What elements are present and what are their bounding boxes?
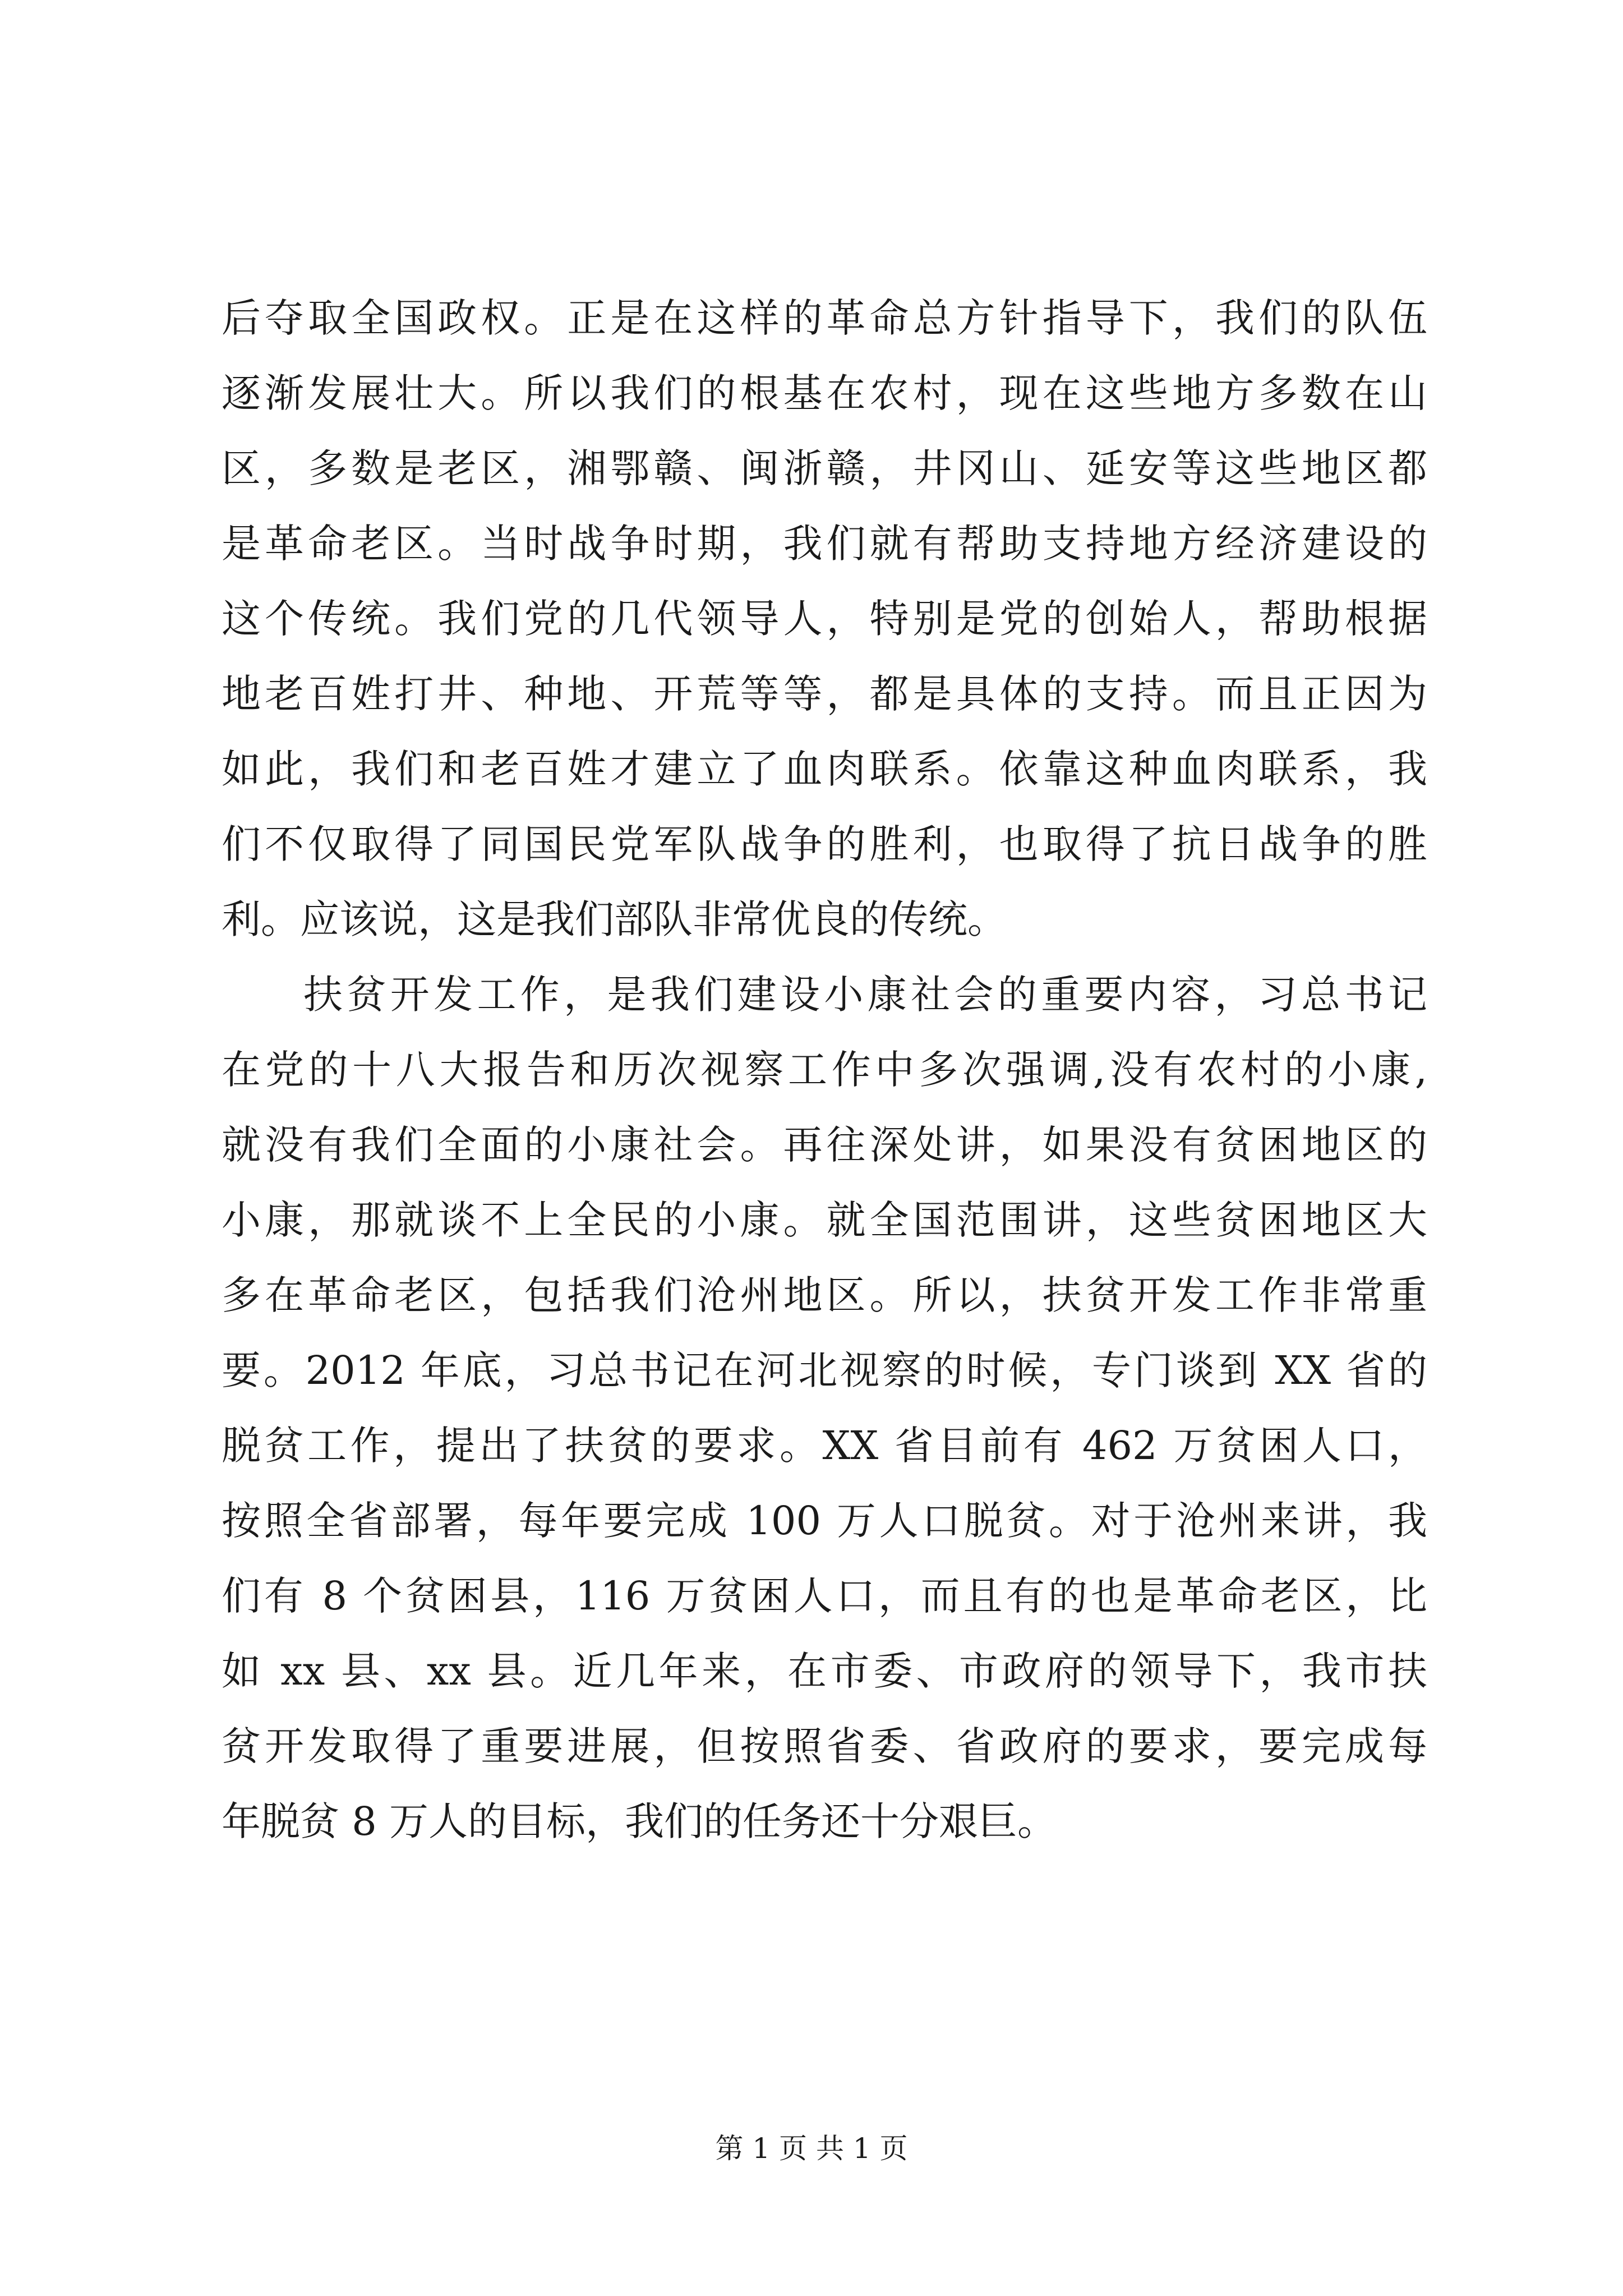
text-line: 区，多数是老区，湘鄂赣、闽浙赣，井冈山、延安等这些地区都 [222,445,1427,491]
text-line: 贫开发取得了重要进展，但按照省委、省政府的要求，要完成每 [222,1723,1427,1769]
text-line: 后夺取全国政权。正是在这样的革命总方针指导下，我们的队伍 [222,295,1427,341]
text-line: 年脱贫 8 万人的目标，我们的任务还十分艰巨。 [222,1798,1057,1844]
text-line: 地老百姓打井、种地、开荒等等，都是具体的支持。而且正因为 [222,671,1427,717]
text-line: 按照全省部署，每年要完成 100 万人口脱贫。对于沧州来讲，我 [222,1498,1427,1544]
text-line: 脱贫工作，提出了扶贫的要求。XX 省目前有 462 万贫困人口， [222,1423,1427,1469]
document-body [222,280,1427,1859]
text-line: 们有 8 个贫困县，116 万贫困人口，而且有的也是革命老区，比 [222,1573,1427,1619]
text-line: 在党的十八大报告和历次视察工作中多次强调,没有农村的小康, [222,1047,1427,1093]
text-line: 就没有我们全面的小康社会。再往深处讲，如果没有贫困地区的 [222,1122,1427,1168]
text-line: 是革命老区。当时战争时期，我们就有帮助支持地方经济建设的 [222,521,1427,567]
text-line: 这个传统。我们党的几代领导人，特别是党的创始人，帮助根据 [222,596,1427,642]
text-line: 多在革命老区，包括我们沧州地区。所以，扶贫开发工作非常重 [222,1272,1427,1318]
text-line: 要。2012 年底，习总书记在河北视察的时候，专门谈到 XX 省的 [222,1347,1427,1393]
paragraph-2 [222,957,1427,1859]
text-line: 扶贫开发工作，是我们建设小康社会的重要内容，习总书记 [303,972,1427,1018]
text-line: 如 xx 县、xx 县。近几年来，在市委、市政府的领导下，我市扶 [222,1648,1427,1694]
text-line: 小康，那就谈不上全民的小康。就全国范围讲，这些贫困地区大 [222,1197,1427,1243]
text-line: 们不仅取得了同国民党军队战争的胜利，也取得了抗日战争的胜 [222,821,1427,867]
text-line: 逐渐发展壮大。所以我们的根基在农村，现在这些地方多数在山 [222,370,1427,416]
text-line: 利。应该说，这是我们部队非常优良的传统。 [222,896,1007,942]
paragraph-1 [222,280,1427,957]
text-line: 如此，我们和老百姓才建立了血肉联系。依靠这种血肉联系，我 [222,746,1427,792]
page-number-footer: 第 1 页 共 1 页 [715,2132,908,2165]
